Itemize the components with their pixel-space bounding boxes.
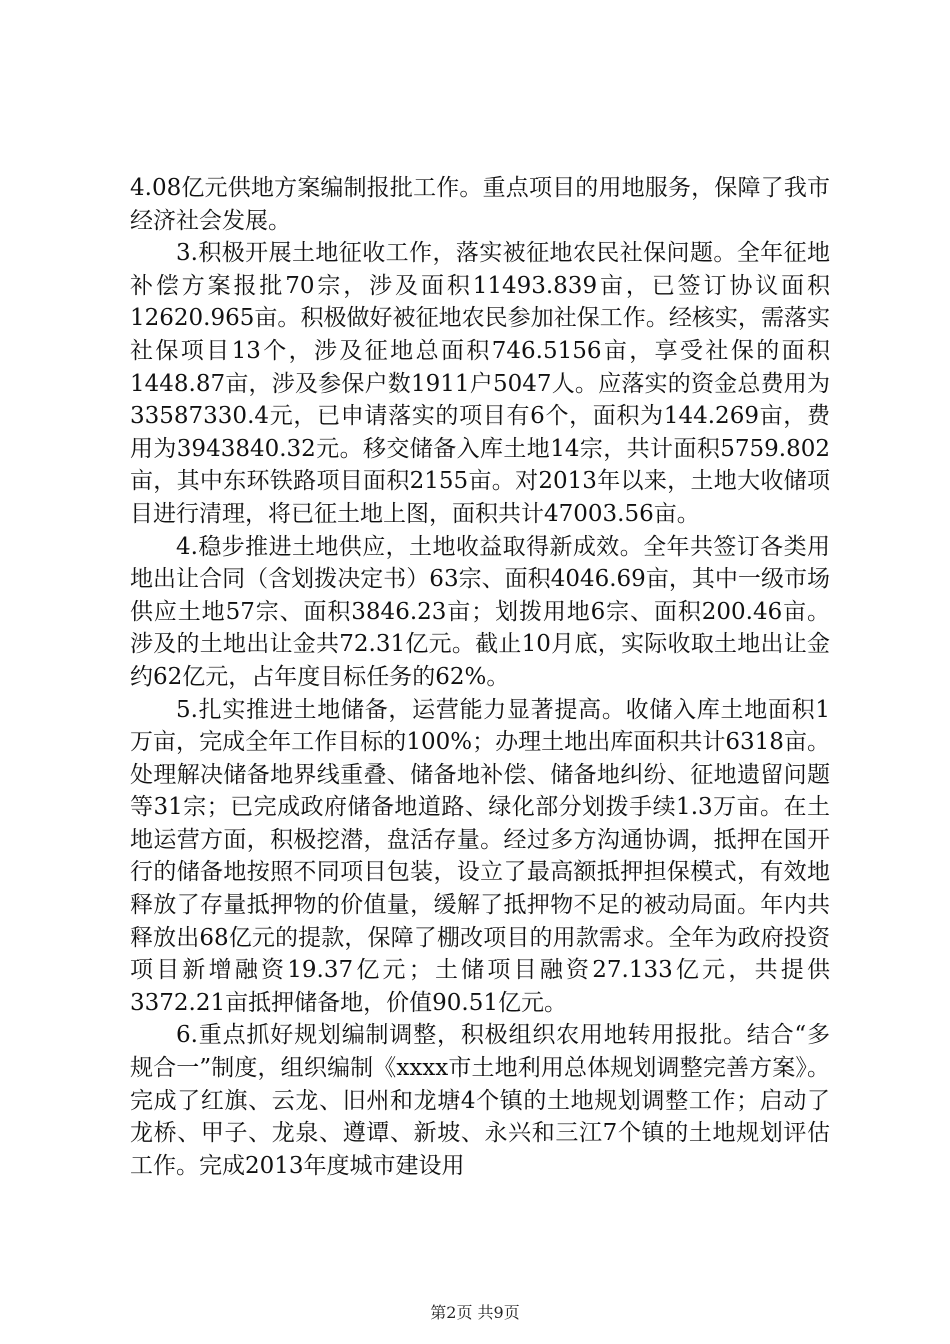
paragraph-2: 3.积极开展土地征收工作，落实被征地农民社保问题。全年征地补偿方案报批70宗，涉及面积11493.839亩，已签订协议面积12620.965亩。积极做好被征地农民参加社保工作。经核实，需落实社保项目13个，涉及征地总面积746.5156亩，享受社保的面积1448.87亩，涉及参保户数1911户5047人。应落实的资金总费用为33587330.4元，已申请落实的项目有6个，面积为144.269亩，费用为3943840.32元。移交储备入库土地14宗，共计面积5759.802亩，其中东环铁路项目面积2155亩。对2013年以来，土地大收储项目进行清理，将已征土地上图，面积共计47003.56亩。 (130, 240, 830, 527)
paragraph-4: 5.扎实推进土地储备，运营能力显著提高。收储入库土地面积1万亩，完成全年工作目标的100%；办理土地出库面积共计6318亩。处理解决储备地界线重叠、储备地补偿、储备地纠纷、征地遗留问题等31宗；已完成政府储备地道路、绿化部分划拨手续1.3万亩。在土地运营方面，积极挖潜，盘活存量。经过多方沟通协调，抵押在国开行的储备地按照不同项目包装，设立了最高额抵押担保模式，有效地释放了存量抵押物的价值量，缓解了抵押物不足的被动局面。年内共释放出68亿元的提款，保障了棚改项目的用款需求。全年为政府投资项目新增融资19.37亿元；土储项目融资27.133亿元，共提供3372.21亩抵押储备地，价值90.51亿元。 (130, 696, 830, 1016)
page-footer: 第2页 共9页 (430, 1303, 520, 1322)
paragraph-3: 4.稳步推进土地供应，土地收益取得新成效。全年共签订各类用地出让合同（含划拨决定书）63宗、面积4046.69亩，其中一级市场供应土地57宗、面积3846.23亩；划拨用地6宗、面积200.46亩。涉及的土地出让金共72.31亿元。截止10月底，实际收取土地出让金约62亿元，占年度目标任务的62%。 (130, 533, 830, 690)
paragraph-5: 6.重点抓好规划编制调整，积极组织农用地转用报批。结合“多规合一”制度，组织编制《xxxx市土地利用总体规划调整完善方案》。完成了红旗、云龙、旧州和龙塘4个镇的土地规划调整工作；启动了龙桥、甲子、龙泉、遵谭、新坡、永兴和三江7个镇的土地规划评估工作。完成2013年度城市建设用 (130, 1022, 830, 1179)
paragraph-1: 4.08亿元供地方案编制报批工作。重点项目的用地服务，保障了我市经济社会发展。 (130, 175, 830, 234)
document-body (130, 172, 830, 1182)
